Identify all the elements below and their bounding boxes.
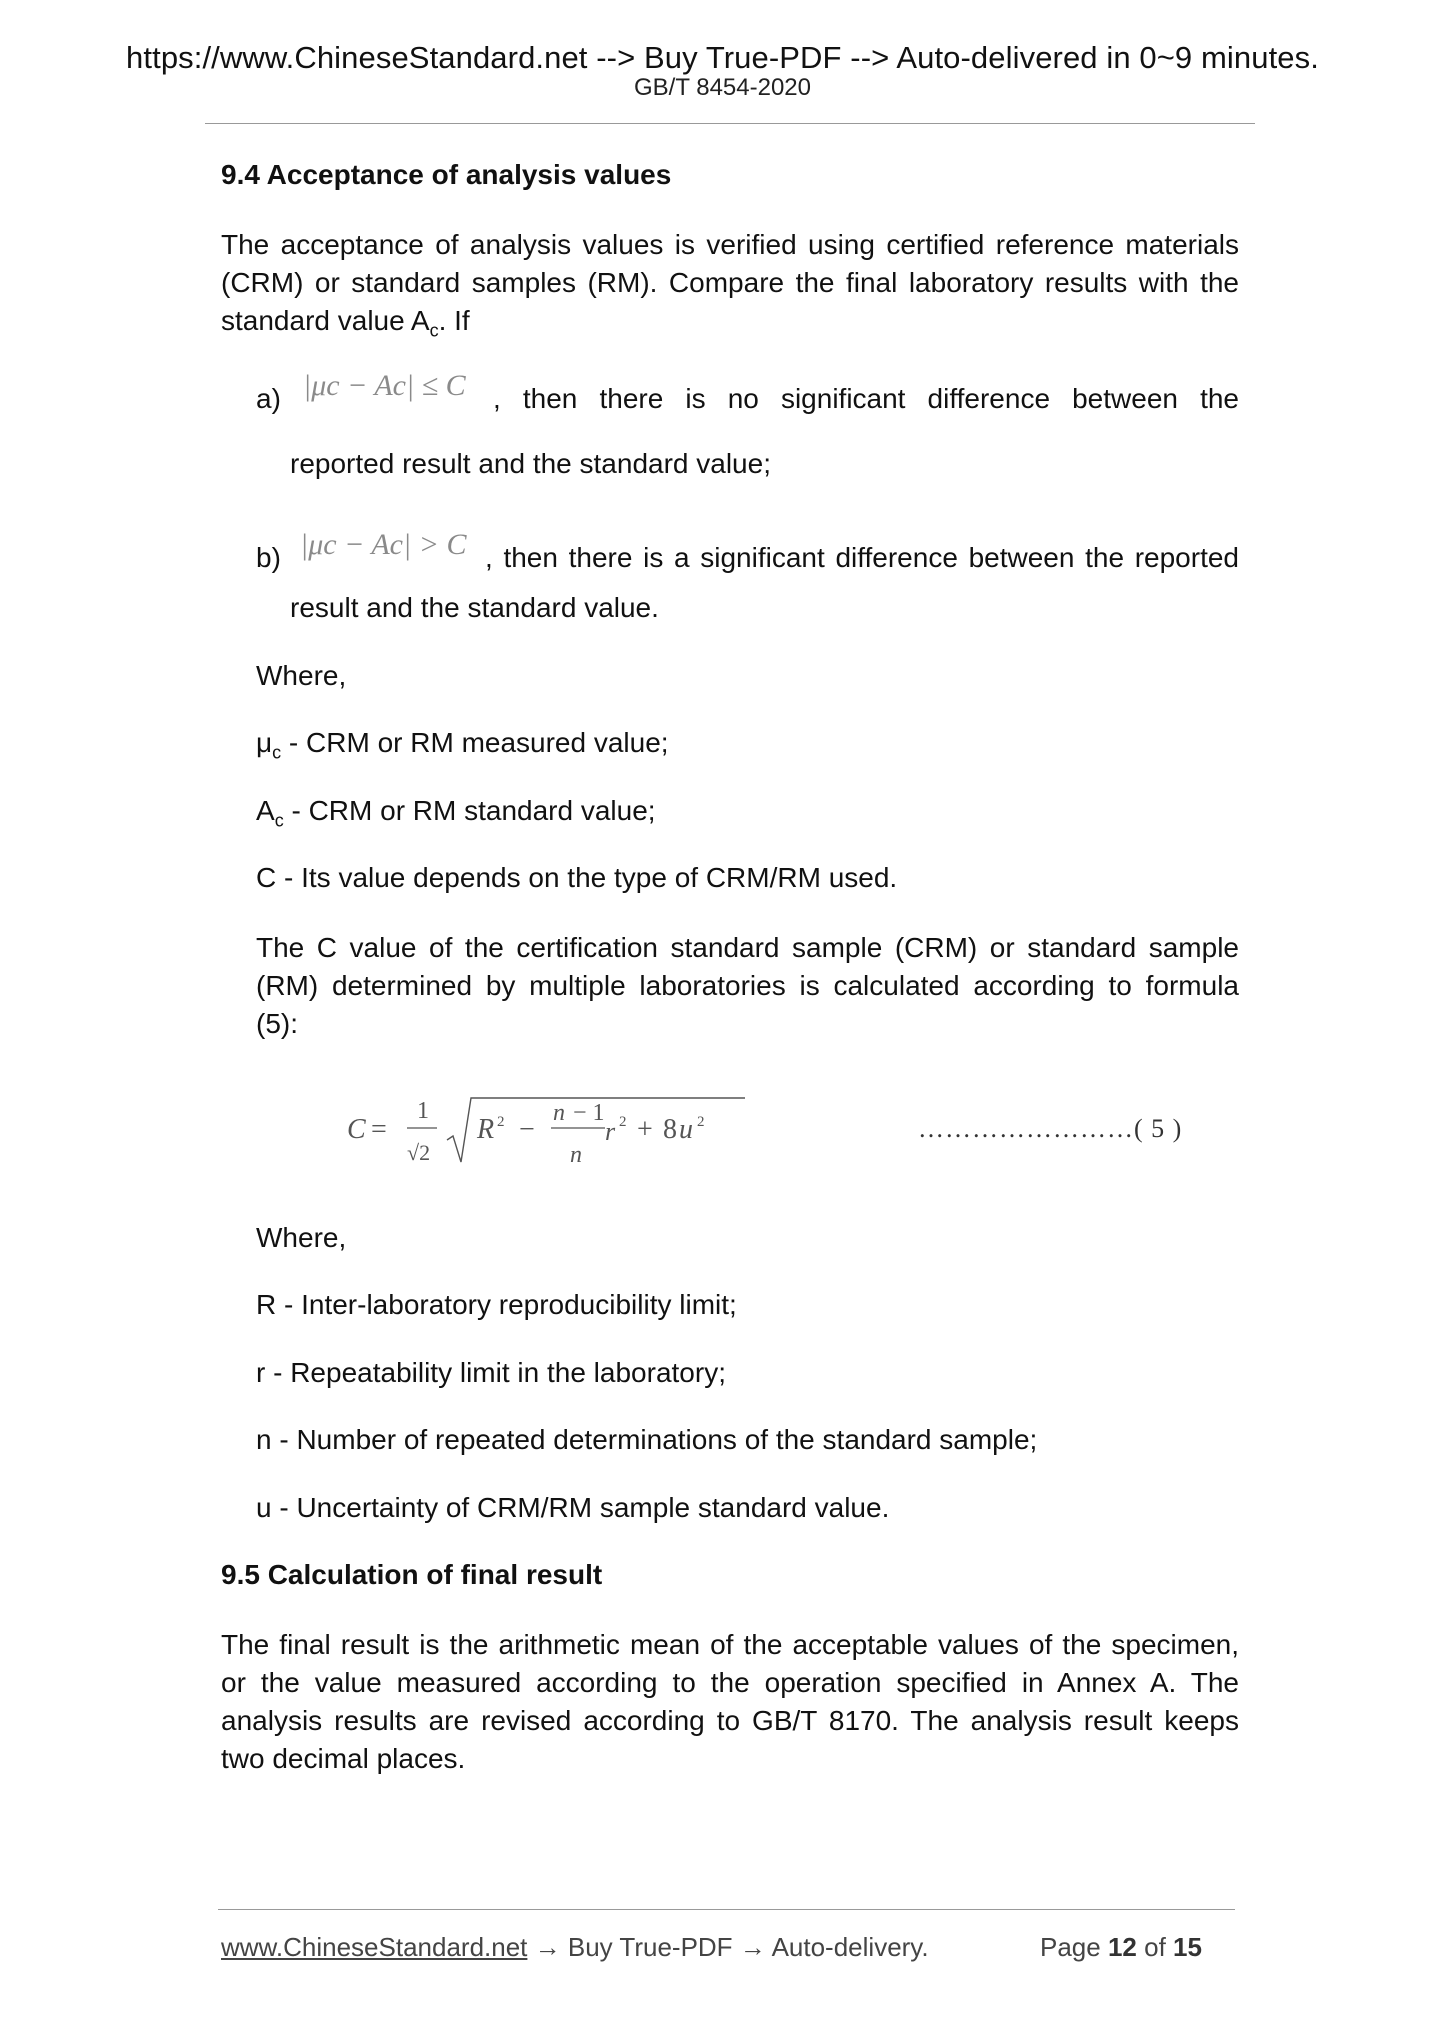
item-b-text-2: result and the standard value.	[290, 592, 659, 623]
item-a-text-2: reported result and the standard value;	[290, 448, 771, 479]
footer-tagline: → Buy True-PDF → Auto-delivery.	[527, 1932, 929, 1962]
svg-text:u: u	[679, 1114, 693, 1145]
where-label: Where,	[256, 660, 347, 691]
intro-line-3: standard value $A_c$. If	[221, 305, 470, 341]
c-para-line-3: (5):	[256, 1008, 298, 1039]
formula-number: ……………………( 5 )	[918, 1114, 1183, 1143]
svg-text:r: r	[605, 1117, 616, 1146]
item-a-condition: |μc − Ac| ≤ C	[303, 369, 466, 402]
document-code: GB/T 8454-2020	[633, 74, 811, 101]
item-b-label: b)	[256, 542, 281, 573]
item-a-label: a)	[256, 383, 281, 414]
def-mu: $\mu_c$ - CRM or RM measured value;	[256, 727, 669, 763]
header-divider	[205, 123, 1255, 124]
final-line-3: analysis results are revised according to GB/T 8170. The analysis result keeps	[221, 1705, 1239, 1736]
svg-text:2: 2	[619, 1114, 627, 1130]
svg-text:+: +	[637, 1114, 653, 1145]
c-para-line-2: (RM) determined by multiple laboratories is calculated according to formula	[256, 970, 1239, 1001]
page-total: 15	[1173, 1932, 1202, 1962]
item-b-text-1: , then there is a significant difference between the reported	[485, 542, 1239, 573]
final-line-2: or the value measured according to the operation specified in Annex A. The	[221, 1667, 1239, 1698]
svg-text:− 1: − 1	[573, 1100, 605, 1126]
final-line-1: The final result is the arithmetic mean of the acceptable values of the specimen,	[221, 1629, 1239, 1660]
svg-text:−: −	[519, 1114, 535, 1145]
item-b-condition-image	[298, 520, 488, 570]
intro-line-1: The acceptance of analysis values is verified using certified reference materials	[221, 229, 1239, 260]
section-9-4-heading: 9.4 Acceptance of analysis values	[221, 159, 672, 190]
svg-text:n: n	[570, 1142, 582, 1168]
footer-site-link[interactable]: www.ChineseStandard.net	[221, 1932, 528, 1962]
svg-text:C: C	[347, 1114, 366, 1145]
svg-text:√2: √2	[407, 1140, 431, 1165]
def-R: R - Inter-laboratory reproducibility limit;	[256, 1289, 737, 1320]
svg-text:n: n	[553, 1100, 565, 1126]
def-r: r - Repeatability limit in the laboratory;	[256, 1357, 726, 1388]
item-b-condition: |μc − Ac| > C	[300, 528, 467, 561]
page-current: 12	[1107, 1932, 1137, 1962]
item-a-condition-image	[301, 361, 491, 411]
formula-5	[345, 1090, 765, 1170]
item-a	[256, 369, 1239, 423]
def-c: C - Its value depends on the type of CRM/RM used.	[256, 862, 898, 893]
svg-text:8: 8	[663, 1114, 677, 1145]
def-u: u - Uncertainty of CRM/RM sample standard value.	[256, 1492, 890, 1523]
footer-divider	[218, 1909, 1235, 1910]
svg-text:R: R	[477, 1114, 495, 1145]
footer-left	[221, 1932, 929, 1963]
where-label-2: Where,	[256, 1222, 347, 1253]
final-line-4: two decimal places.	[221, 1743, 466, 1774]
svg-text:2: 2	[497, 1114, 505, 1130]
page-indicator: Page 12 of 15	[1040, 1932, 1202, 1962]
svg-text:=: =	[371, 1114, 387, 1145]
c-para-line-1: The C value of the certification standard sample (CRM) or standard sample	[256, 932, 1239, 963]
item-a-text-1: , then there is no significant difference between the	[493, 383, 1239, 414]
def-ac: $A_c$ - CRM or RM standard value;	[256, 795, 656, 831]
def-n: n - Number of repeated determinations of the standard sample;	[256, 1424, 1038, 1455]
source-banner: https://www.ChineseStandard.net --> Buy True-PDF --> Auto-delivered in 0~9 minutes.	[126, 40, 1319, 75]
intro-line-2: (CRM) or standard samples (RM). Compare the final laboratory results with the	[221, 267, 1239, 298]
svg-text:1: 1	[417, 1098, 429, 1124]
svg-text:2: 2	[697, 1114, 705, 1130]
section-9-5-heading: 9.5 Calculation of final result	[221, 1559, 603, 1590]
item-b	[256, 528, 1239, 582]
